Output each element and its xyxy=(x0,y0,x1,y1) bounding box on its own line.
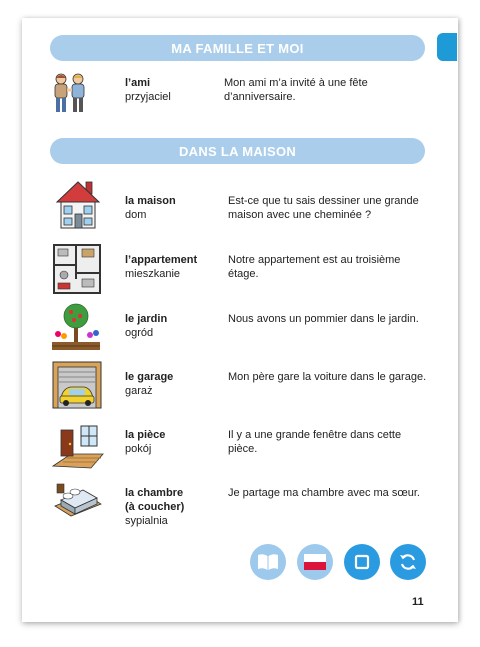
french-word: le garage xyxy=(125,371,174,383)
square-icon xyxy=(354,554,370,570)
french-word: la chambre xyxy=(125,487,184,499)
refresh-button[interactable] xyxy=(390,544,426,580)
french-word-line2: (à coucher) xyxy=(125,501,185,513)
vocab-word xyxy=(125,194,176,222)
page-number: 11 xyxy=(412,596,424,608)
section-title-family: MA FAMILLE ET MOI xyxy=(50,35,425,61)
polish-word: dom xyxy=(125,209,147,221)
polish-word: sypialnia xyxy=(125,515,168,527)
apartment-plan-icon xyxy=(52,243,102,295)
vocab-word xyxy=(125,370,173,398)
example-sentence: Mon ami m’a invité à une fête d’anniversaire. xyxy=(224,77,368,103)
vocab-word xyxy=(125,76,171,104)
book-icon xyxy=(257,553,279,571)
polish-flag-icon xyxy=(304,554,326,570)
house-icon xyxy=(53,178,103,230)
bedroom-icon xyxy=(51,478,105,522)
side-tab xyxy=(437,33,457,61)
refresh-icon xyxy=(398,552,418,572)
polish-word: pokój xyxy=(125,443,152,455)
french-word: l’ami xyxy=(125,77,151,89)
polish-word: przyjaciel xyxy=(125,91,171,103)
example-sentence: Mon père gare la voiture dans le garage. xyxy=(228,371,427,383)
example-sentence: Nous avons un pommier dans le jardin. xyxy=(228,313,419,325)
vocab-word xyxy=(125,312,167,340)
vocab-word xyxy=(125,428,165,456)
room-icon xyxy=(51,418,105,470)
french-word: l’appartement xyxy=(125,254,198,266)
polish-word: mieszkanie xyxy=(125,268,181,280)
french-word: la maison xyxy=(125,195,176,207)
french-word: le jardin xyxy=(125,313,168,325)
stop-button[interactable] xyxy=(344,544,380,580)
example-sentence: Notre appartement est au troisième étage. xyxy=(228,254,401,280)
section-title-house: DANS LA MAISON xyxy=(50,138,425,164)
example-sentence: Est-ce que tu sais dessiner une grande maison avec une cheminée ? xyxy=(228,195,419,221)
example-sentence: Je partage ma chambre avec ma sœur. xyxy=(228,487,420,499)
example-sentence: Il y a une grande fenêtre dans cette pièce. xyxy=(228,429,402,455)
polish-word: garaż xyxy=(125,385,153,397)
garage-icon xyxy=(51,360,103,410)
french-word: la pièce xyxy=(125,429,166,441)
book-button[interactable] xyxy=(250,544,286,580)
friends-icon xyxy=(50,72,90,116)
garden-icon xyxy=(50,302,102,354)
language-button[interactable] xyxy=(297,544,333,580)
polish-word: ogród xyxy=(125,327,154,339)
vocab-word xyxy=(125,486,184,528)
vocab-word xyxy=(125,253,197,281)
